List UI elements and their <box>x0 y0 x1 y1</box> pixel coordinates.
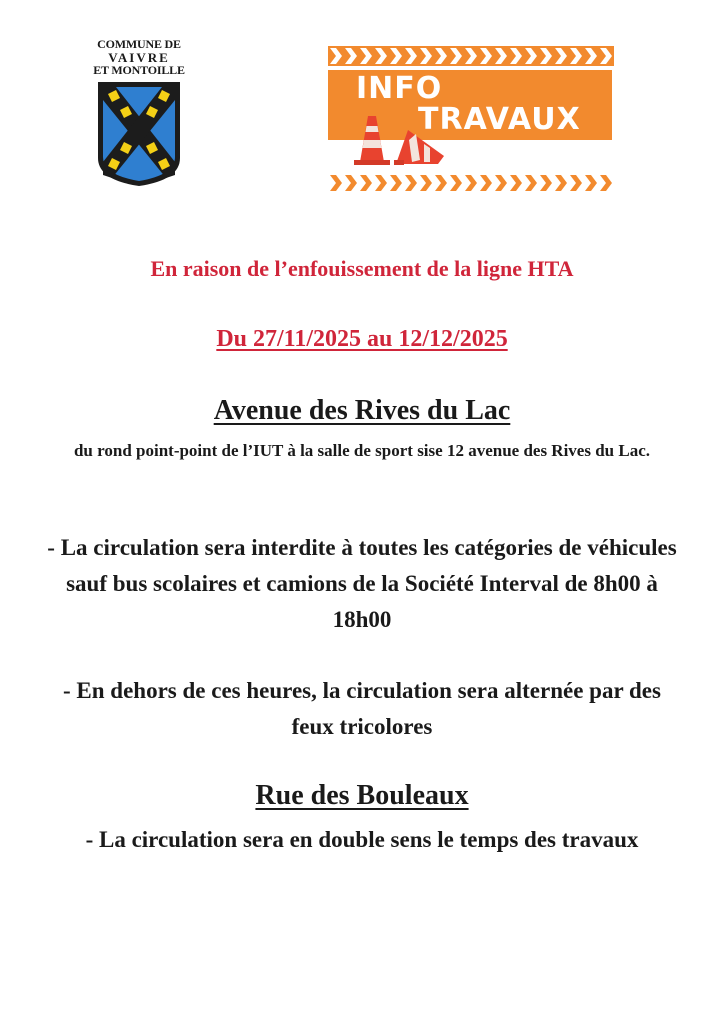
commune-crest <box>86 38 192 198</box>
crest-line-1: COMMUNE DE <box>97 37 181 51</box>
crest-line-3: ET MONTOILLE <box>93 63 185 77</box>
street-heading: Avenue des Rives du Lac <box>213 395 511 426</box>
street-heading: Rue des Bouleaux <box>255 780 469 811</box>
restriction-item: - La circulation sera en double sens le temps des travaux <box>85 827 639 852</box>
crest-line-2: VAIVRE <box>108 50 170 65</box>
traffic-cone-icon <box>346 110 456 166</box>
reason-heading: En raison de l’enfouissement de la ligne HTA <box>150 256 574 281</box>
info-travaux-banner <box>328 46 614 194</box>
chevron-stripe-icon <box>328 46 614 66</box>
chevron-stripe-icon <box>328 173 614 193</box>
coat-of-arms-icon <box>96 80 182 188</box>
date-range: Du 27/11/2025 au 12/12/2025 <box>216 326 508 352</box>
street-detail: du rond point-point de l’IUT à la salle de sport sise 12 avenue des Rives du Lac. <box>73 441 651 460</box>
restriction-item: - En dehors de ces heures, la circulation sera alternée par des feux tricolores <box>63 678 661 739</box>
restriction-item: - La circulation sera interdite à toutes les catégories de véhicules sauf bus scolaires et camions de la Société Interval de 8h00 à 18h00 <box>47 535 677 632</box>
banner-title-travaux: TRAVAUX <box>418 102 581 137</box>
banner-title-info: INFO <box>356 71 443 106</box>
